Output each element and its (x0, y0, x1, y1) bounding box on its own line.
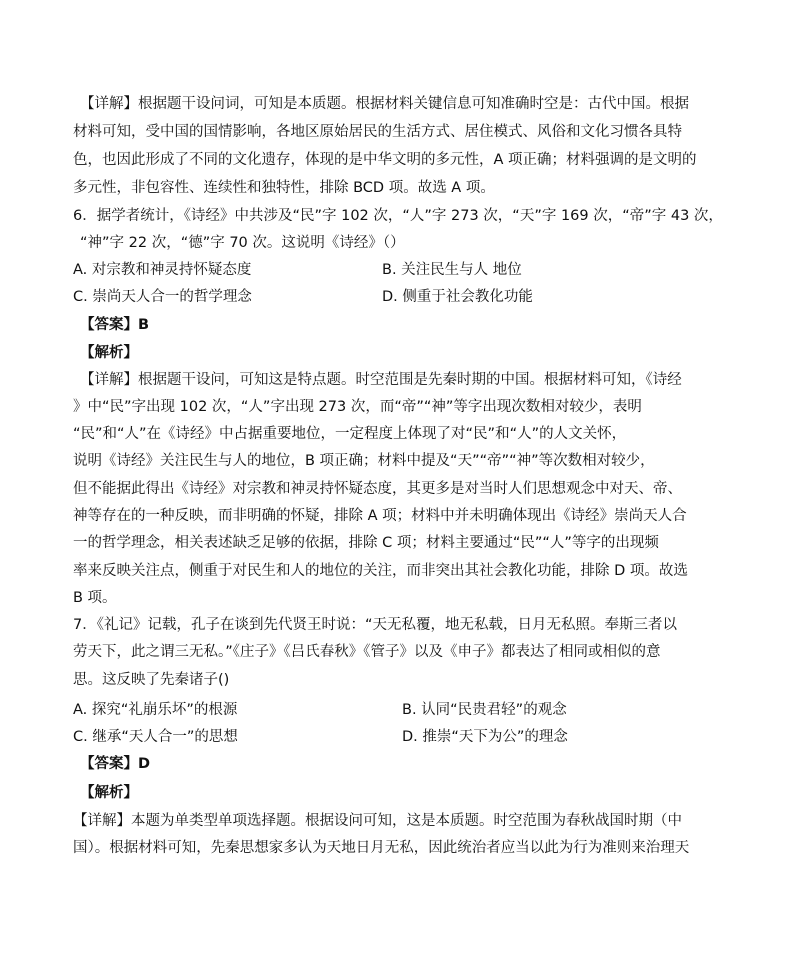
q6-option-a: A. 对宗教和神灵持怀疑态度 (73, 262, 252, 278)
q6-option-d: D. 侧重于社会教化功能 (382, 289, 533, 305)
paragraph-line: 多元性，非包容性、连续性和独特性，排除 BCD 项。故选 A 项。 (73, 180, 495, 196)
paragraph-line: “民”和“人”在《诗经》中占据重要地位，一定程度上体现了对“民”和“人”的人文关怀， (73, 426, 627, 442)
paragraph-line: 但不能据此得出《诗经》对宗教和神灵持怀疑态度，其更多是对当时人们思想观念中对天、帝、 (73, 481, 682, 497)
q6-analysis-heading: 【解析】 (80, 345, 138, 361)
q6-answer: 【答案】B (80, 317, 150, 333)
paragraph-line: 》中“民”字出现 102 次，“人”字出现 273 次，而“帝”“神”等字出现次数相对较少，表明 (73, 399, 642, 415)
q7-option-c: C. 继承“天人合一”的思想 (73, 729, 238, 745)
question-6-stem: 6．据学者统计，《诗经》中共涉及“民”字 102 次，“人”字 273 次，“天”字 169 次，“帝”字 43 次， (73, 208, 723, 224)
q7-analysis-heading: 【解析】 (80, 785, 138, 801)
paragraph-line: 率来反映关注点，侧重于对民生和人的地位的关注，而非突出其社会教化功能，排除 D 项。故选 (73, 563, 688, 579)
paragraph-line: B 项。 (73, 590, 117, 606)
q6-option-c: C. 崇尚天人合一的哲学理念 (73, 289, 252, 305)
question-7-stem: 思。这反映了先秦诸子() (73, 672, 230, 688)
paragraph-line: 【详解】根据题干设问词，可知是本质题。根据材料关键信息可知准确时空是：古代中国。根据 (80, 96, 689, 112)
paragraph-line: 说明《诗经》关注民生与人的地位，B 项正确；材料中提及“天”“帝”“神”等次数相对较少， (73, 453, 655, 469)
paragraph-line: 【详解】根据题干设问，可知这是特点题。时空范围是先秦时期的中国。根据材料可知，《诗经 (80, 372, 682, 388)
q7-option-b: B. 认同“民贵君轻”的观念 (402, 702, 567, 718)
q6-option-b: B. 关注民生与人 地位 (382, 262, 522, 278)
paragraph-line: 【详解】本题为单类型单项选择题。根据设问可知，这是本质题。时空范围为春秋战国时期（中 (73, 813, 682, 829)
q7-option-a: A. 探究“礼崩乐坏”的根源 (73, 702, 238, 718)
paragraph-line: 一的哲学理念，相关表述缺乏足够的依据，排除 C 项；材料主要通过“民”“人”等字的出现频 (73, 535, 659, 551)
paragraph-line: 神等存在的一种反映，而非明确的怀疑，排除 A 项；材料中并未明确体现出《诗经》崇尚天人合 (73, 508, 687, 524)
paragraph-line: 材料可知，受中国的国情影响，各地区原始居民的生活方式、居住模式、风俗和文化习惯各具特 (73, 124, 682, 140)
paragraph-line: 国）。根据材料可知，先秦思想家多认为天地日月无私，因此统治者应当以此为行为准则来治理天 (73, 840, 690, 856)
question-7-stem: 劳天下，此之谓三无私。”《庄子》《吕氏春秋》《管子》以及《申子》都表达了相同或相似的意 (73, 644, 661, 660)
question-6-stem: “神”字 22 次，“德”字 70 次。这说明《诗经》（） (80, 235, 405, 251)
question-7-stem: 7．《礼记》记载，孔子在谈到先代贤王时说：“天无私覆，地无私载，日月无私照。奉斯三者以 (73, 617, 677, 633)
paragraph-line: 色，也因此形成了不同的文化遗存，体现的是中华文明的多元性，A 项正确；材料强调的是文明的 (73, 152, 697, 168)
q7-answer: 【答案】D (80, 756, 151, 772)
q7-option-d: D. 推崇“天下为公”的理念 (402, 729, 568, 745)
